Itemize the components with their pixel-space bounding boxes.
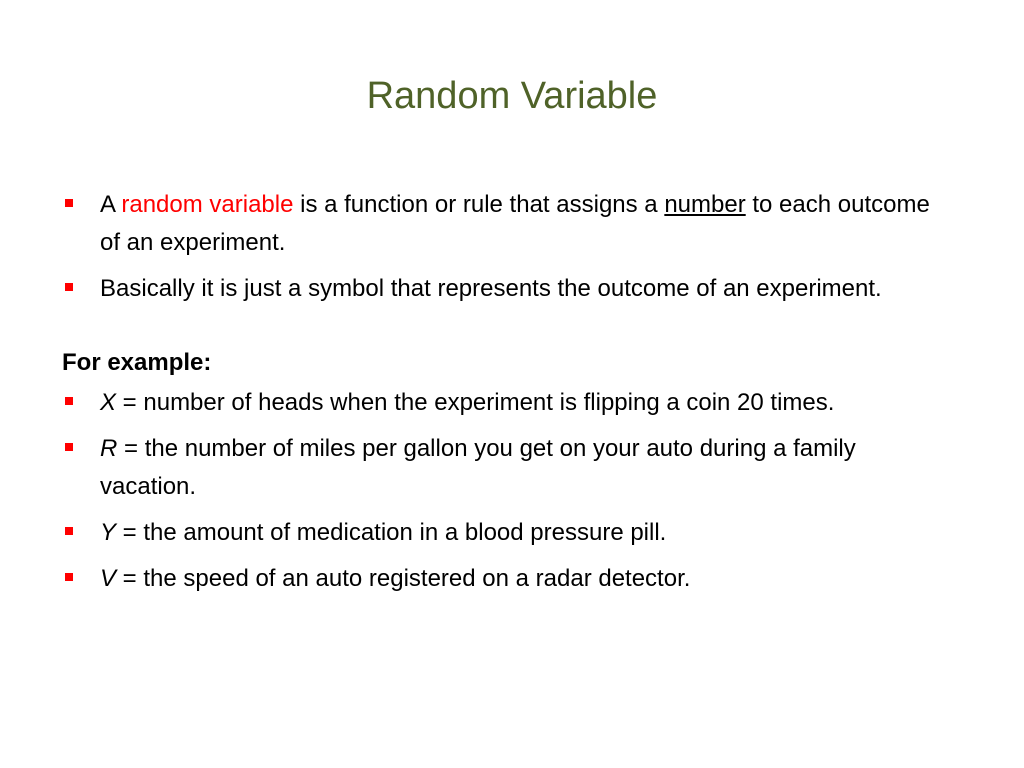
example-text: = the speed of an auto registered on a radar detector. (116, 565, 691, 592)
square-bullet-icon (65, 443, 73, 451)
square-bullet-icon (65, 283, 73, 291)
slide-content (62, 186, 942, 606)
example-variable: X (100, 389, 117, 416)
square-bullet-icon (65, 527, 73, 535)
example-variable: Y (100, 519, 117, 546)
example-text: = the number of miles per gallon you get on your auto during a family vacation. (100, 435, 856, 500)
example-item-x (62, 384, 942, 422)
square-bullet-icon (65, 573, 73, 581)
example-item-y (62, 514, 942, 552)
example-item-r (62, 430, 942, 506)
number-term: number (664, 191, 746, 218)
definition-text-end: to each outcome of an experiment. (100, 191, 930, 256)
bullet-item-definition (62, 186, 942, 262)
random-variable-term: random variable (121, 191, 294, 218)
square-bullet-icon (65, 199, 73, 207)
example-text: = the amount of medication in a blood pressure pill. (116, 519, 667, 546)
symbol-text: Basically it is just a symbol that represents the outcome of an experiment. (100, 275, 882, 302)
slide-title: Random Variable (366, 75, 658, 117)
definition-text-middle: is a function or rule that assigns a (293, 191, 665, 218)
definition-text-start: A (100, 191, 122, 218)
example-variable: V (100, 565, 117, 592)
example-text: = number of heads when the experiment is flipping a coin 20 times. (116, 389, 835, 416)
examples-heading: For example: (62, 349, 212, 376)
square-bullet-icon (65, 397, 73, 405)
bullet-item-symbol (62, 270, 942, 308)
example-item-v (62, 560, 942, 598)
example-variable: R (100, 435, 118, 462)
